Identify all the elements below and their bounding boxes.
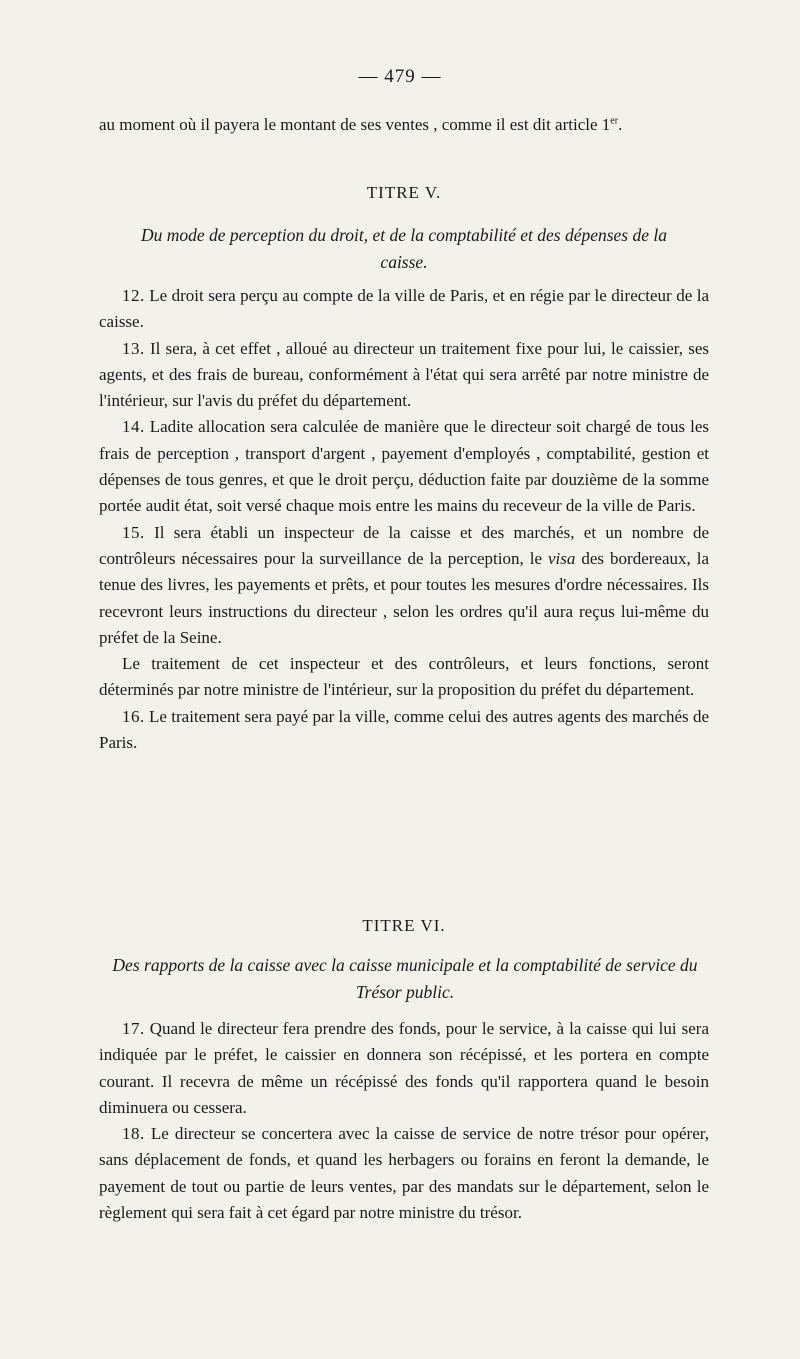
article-14: 14. Ladite allocation sera calculée de manière que le directeur soit chargé de tous les frais de perception , transport d'argent , payement d'employés , comptabilité, gestion et dépenses de tous genres, et que le droit perçu, déduction faite par douzième de la somme portée audit état, soit versé chaque mois entre les mains du receveur de la ville de Paris.: [99, 417, 709, 516]
article-12: 12. Le droit sera perçu au compte de la ville de Paris, et en régie par le directeur de la caisse.: [99, 286, 709, 332]
article-16: 16. Le traitement sera payé par la ville, comme celui des autres agents des marchés de Paris.: [99, 706, 709, 753]
continuation-text: au moment où il payera le montant de ses ventes , comme il est dit article 1: [99, 115, 611, 134]
article-13: 13. Il sera, à cet effet , alloué au directeur un traitement fixe pour lui, le caissier, ses agents, et des frais de bureau, conformément à l'état qui sera arrêté par notre ministre de l'intérieur, sur l'avis du préfet du département.: [99, 338, 710, 411]
continuation-sup: er: [610, 115, 619, 127]
article-15: 15. Il sera établi un inspecteur de la caisse et des marchés, et un nombre de contrôleurs nécessaires pour la surveillance de la perception, le visa des bordereaux, la tenue des livres, les payements et prêts, et pour toutes les mesures d'ordre nécessaires. Ils recevront leurs instructions du directeur , selon les ordres qu'il aura reçus lui-même du préfet de la Seine.: [99, 522, 710, 647]
article-18: 18. Le directeur se concertera avec la caisse de service de notre trésor pour opérer, sans déplacement de fonds, et quand les herbagers ou forains en feront la demande, le payement de tout ou partie de leurs ventes, par des mandats sur le département, selon le règlement qui sera fait à cet égard par notre ministre du trésor.: [99, 1124, 709, 1223]
title-v: TITRE V.: [366, 183, 442, 202]
title-v-block: [99, 180, 709, 206]
subtitle-v-block: [118, 222, 690, 276]
article-17: 17. Quand le directeur fera prendre des fonds, pour le service, à la caisse qui lui sera indiquée par le préfet, le caissier en donnera son récépissé, et les portera en compte courant. Il recevra de même un récépissé des fonds qu'il rapportera quand le besoin diminuera ou cessera.: [99, 1019, 709, 1117]
articles-vi-block: [99, 1016, 709, 1226]
visa-italic: visa: [548, 548, 576, 568]
page-number: — 479 —: [358, 66, 442, 87]
paragraph-15b: Le traitement de cet inspecteur et des contrôleurs, et leurs fonctions, seront déterminés par notre ministre de l'intérieur, sur la proposition du préfet du département.: [99, 654, 709, 700]
subtitle-vi: Des rapports de la caisse avec la caisse municipale et la comptabilité de service du Trésor public.: [112, 955, 698, 1002]
title-vi-block: [99, 913, 709, 939]
articles-v-block: [99, 283, 709, 756]
subtitle-vi-block: [112, 952, 698, 1006]
title-vi: TITRE VI.: [362, 916, 446, 935]
continuation-end: .: [618, 115, 623, 134]
subtitle-v: Du mode de perception du droit, et de la comptabilité et des dépenses de la caisse.: [140, 225, 667, 272]
continuation-paragraph: [99, 112, 709, 138]
